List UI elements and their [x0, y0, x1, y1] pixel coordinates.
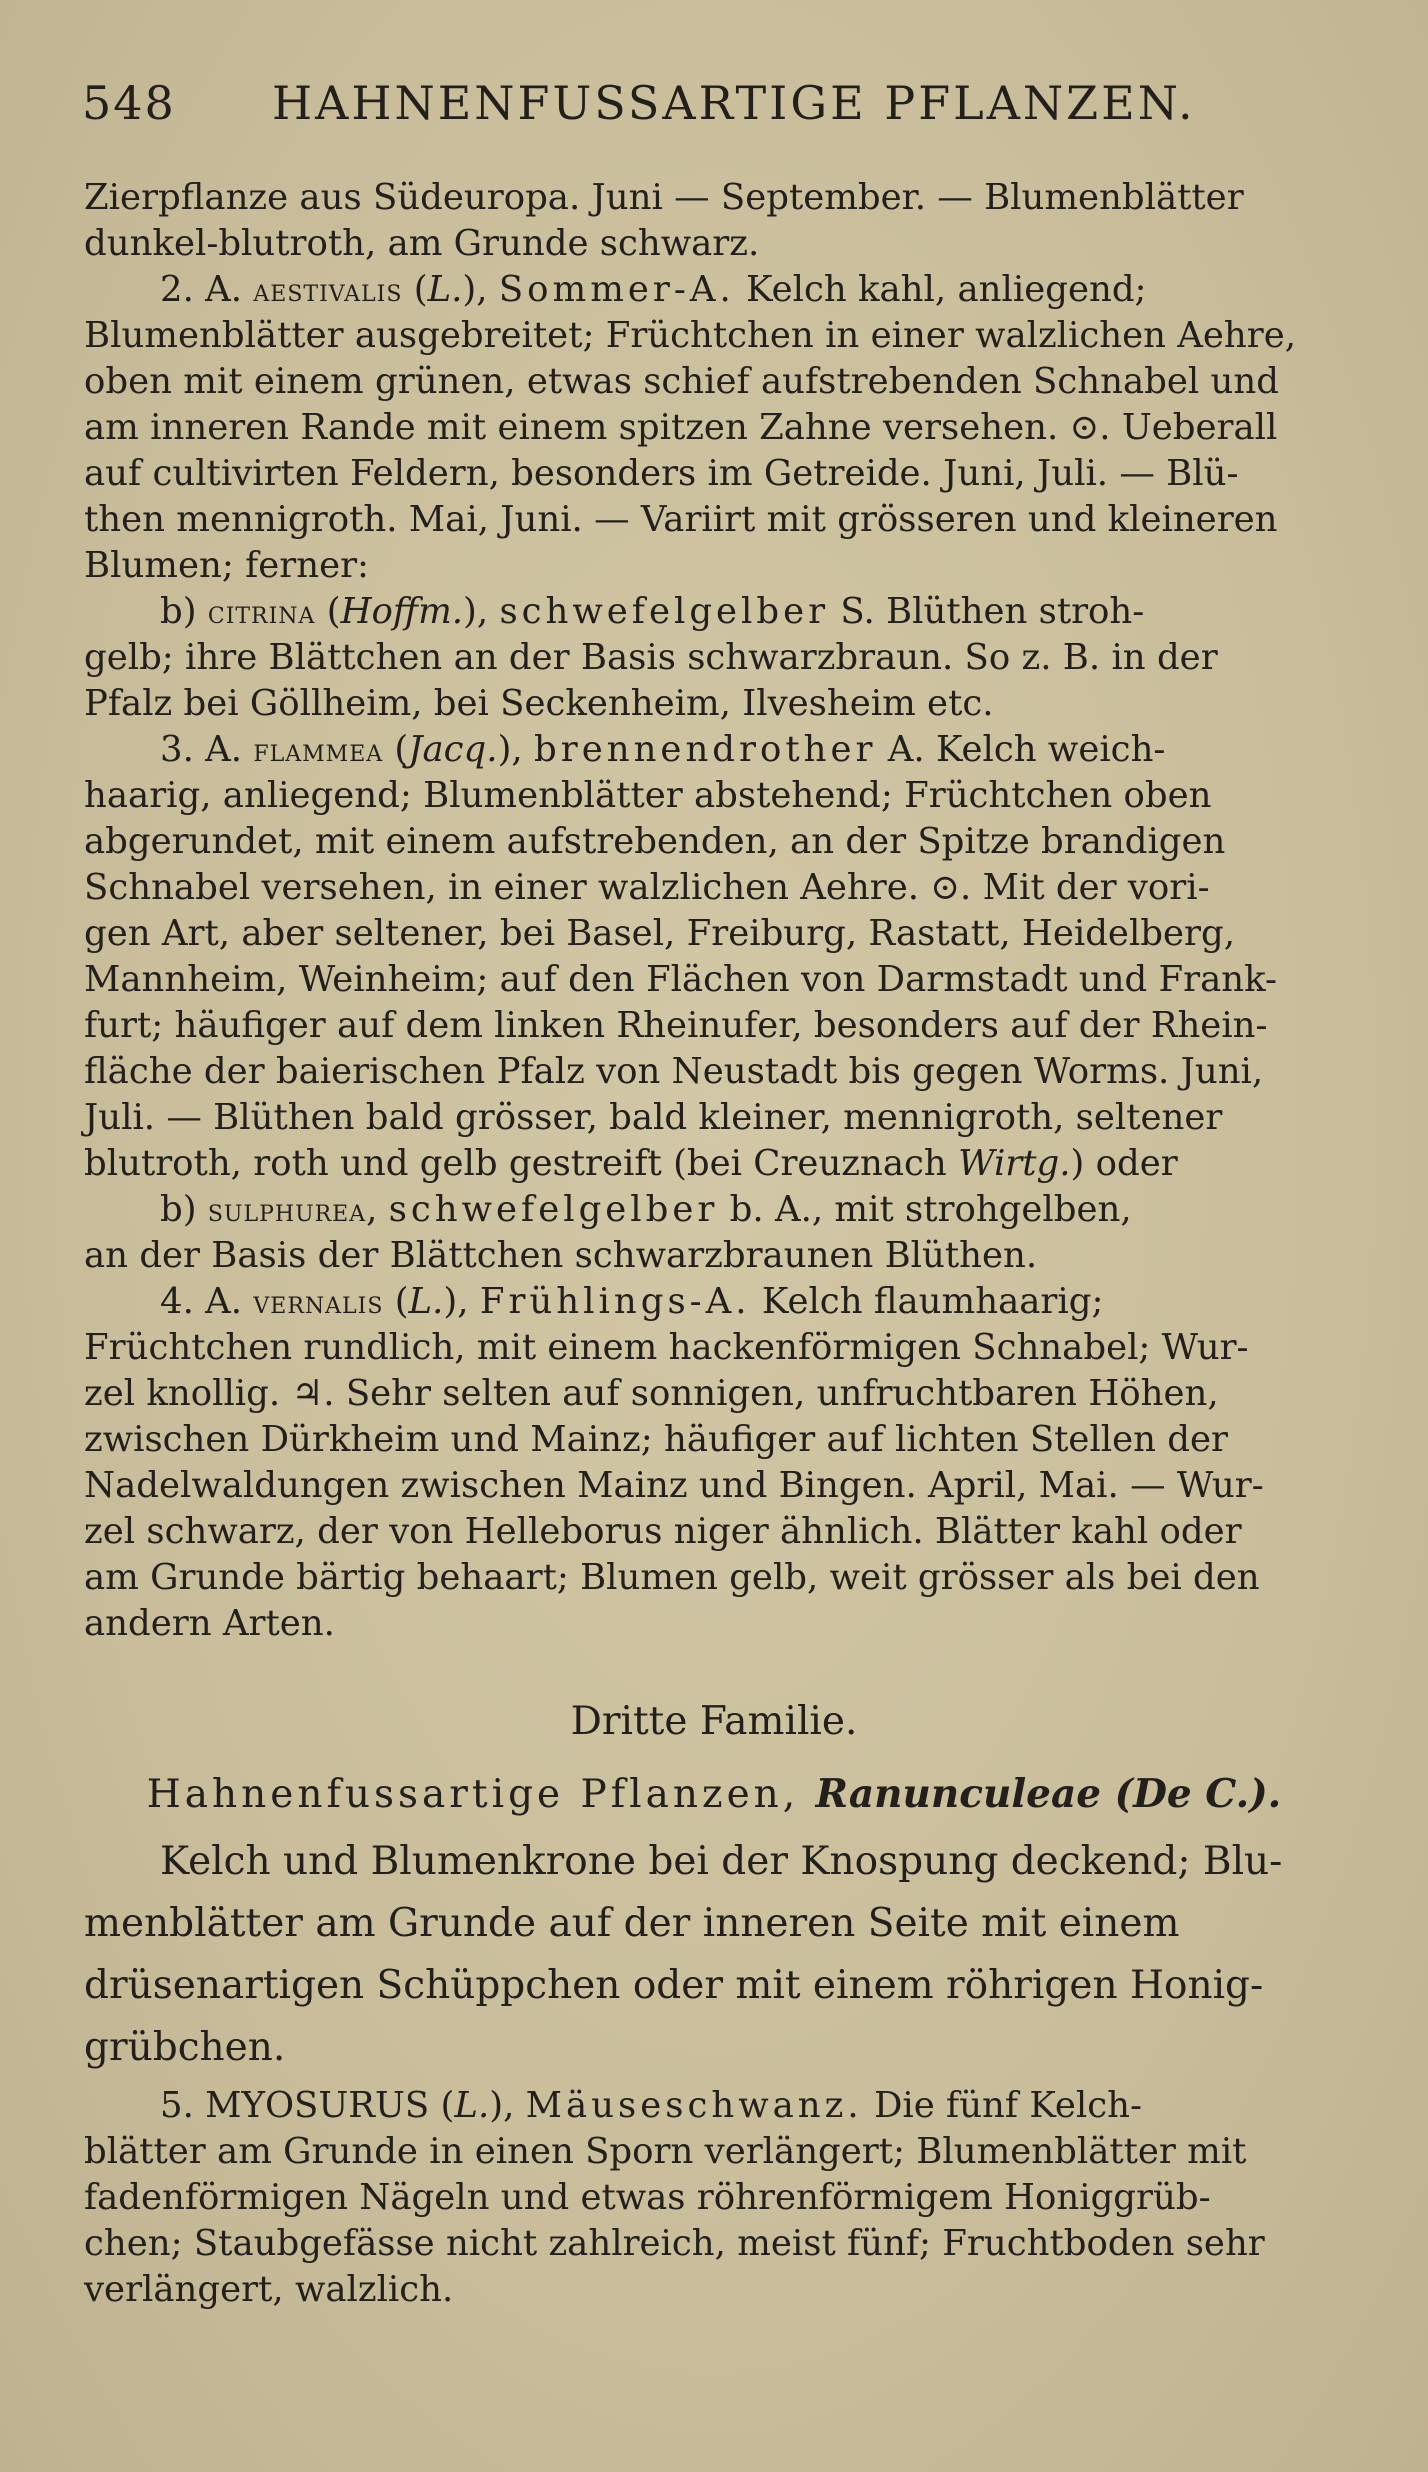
text-line: gen Art, aber seltener, bei Basel, Freiburg, Rastatt, Heidelberg, [84, 913, 1236, 954]
text-line: zwischen Dürkheim und Mainz; häufiger auf lichten Stellen der [84, 1419, 1229, 1460]
text-line: zel schwarz, der von Helleborus niger ähnlich. Blätter kahl oder [84, 1511, 1242, 1552]
genus-entry-myosurus: 5. MYOSURUS (L.), Mäuseschwanz. Die fünf Kelch- [160, 2085, 1143, 2126]
species-entry-flammea: 3. A. flammea (Jacq.), brennendrother A. Kelch weich- [160, 729, 1166, 770]
text-line: Blumenblätter ausgebreitet; Früchtchen in einer walzlichen Aehre, [84, 315, 1297, 356]
text-line: abgerundet, mit einem aufstrebenden, an der Spitze brandigen [84, 821, 1226, 862]
text-line: haarig, anliegend; Blumenblätter abstehend; Früchtchen oben [84, 775, 1212, 816]
family-heading: Dritte Familie. [570, 1699, 858, 1744]
page-number: 548 [82, 76, 176, 130]
variety-entry-sulphurea: b) sulphurea, schwefelgelber b. A., mit strohgelben, [160, 1189, 1132, 1230]
running-title: HAHNENFUSSARTIGE PFLANZEN. [272, 76, 1196, 130]
text-line: dunkel-blutroth, am Grunde schwarz. [84, 223, 760, 264]
text-line: am inneren Rande mit einem spitzen Zahne versehen. ⊙. Ueberall [84, 407, 1278, 448]
text-line: fläche der baierischen Pfalz von Neustadt bis gegen Worms. Juni, [84, 1051, 1264, 1092]
text-line: Juli. — Blüthen bald grösser, bald kleiner, mennigroth, seltener [84, 1097, 1223, 1138]
family-description-line: grübchen. [84, 2025, 286, 2070]
text-line: verlängert, walzlich. [84, 2269, 454, 2310]
text-line: Blumen; ferner: [84, 545, 370, 586]
text-line: am Grunde bärtig behaart; Blumen gelb, weit grösser als bei den [84, 1557, 1260, 1598]
text-line: Mannheim, Weinheim; auf den Flächen von Darmstadt und Frank- [84, 959, 1278, 1000]
text-line: oben mit einem grünen, etwas schief aufstrebenden Schnabel und [84, 361, 1279, 402]
text-line: then mennigroth. Mai, Juni. — Variirt mit grösseren und kleineren [84, 499, 1278, 540]
species-entry-vernalis: 4. A. vernalis (L.), Frühlings-A. Kelch flaumhaarig; [160, 1281, 1104, 1322]
text-line: an der Basis der Blättchen schwarzbraunen Blüthen. [84, 1235, 1038, 1276]
text-line: Früchtchen rundlich, mit einem hackenförmigen Schnabel; Wur- [84, 1327, 1249, 1368]
text-line: auf cultivirten Feldern, besonders im Getreide. Juni, Juli. — Blü- [84, 453, 1239, 494]
text-line: Nadelwaldungen zwischen Mainz und Bingen. April, Mai. — Wur- [84, 1465, 1264, 1506]
text-line: chen; Staubgefässe nicht zahlreich, meist fünf; Fruchtboden sehr [84, 2223, 1265, 2264]
text-line: blutroth, roth und gelb gestreift (bei Creuznach Wirtg.) oder [84, 1143, 1178, 1184]
text-line: fadenförmigen Nägeln und etwas röhrenförmigem Honiggrüb- [84, 2177, 1211, 2218]
text-line: Schnabel versehen, in einer walzlichen Aehre. ⊙. Mit der vori- [84, 867, 1210, 908]
species-entry-aestivalis: 2. A. aestivalis (L.), Sommer-A. Kelch kahl, anliegend; [160, 269, 1147, 310]
page-header [82, 76, 1372, 136]
text-line: zel knollig. ♃. Sehr selten auf sonnigen, unfruchtbaren Höhen, [84, 1373, 1219, 1414]
text-line: andern Arten. [84, 1603, 335, 1644]
text-line: Zierpflanze aus Südeuropa. Juni — September. — Blumenblätter [84, 177, 1244, 218]
text-line: Pfalz bei Göllheim, bei Seckenheim, Ilvesheim etc. [84, 683, 994, 724]
text-line: blätter am Grunde in einen Sporn verlängert; Blumenblätter mit [84, 2131, 1247, 2172]
variety-entry-citrina: b) citrina (Hoffm.), schwefelgelber S. Blüthen stroh- [160, 591, 1145, 632]
text-line: gelb; ihre Blättchen an der Basis schwarzbraun. So z. B. in der [84, 637, 1218, 678]
text-line: furt; häufiger auf dem linken Rheinufer, besonders auf der Rhein- [84, 1005, 1268, 1046]
family-description-line: drüsenartigen Schüppchen oder mit einem röhrigen Honig- [84, 1963, 1264, 2008]
family-description-line: menblätter am Grunde auf der inneren Seite mit einem [84, 1901, 1180, 1946]
family-name: Hahnenfussartige Pflanzen, Ranunculeae (De C.). [146, 1771, 1282, 1817]
family-description-line: Kelch und Blumenkrone bei der Knospung deckend; Blu- [160, 1839, 1283, 1884]
